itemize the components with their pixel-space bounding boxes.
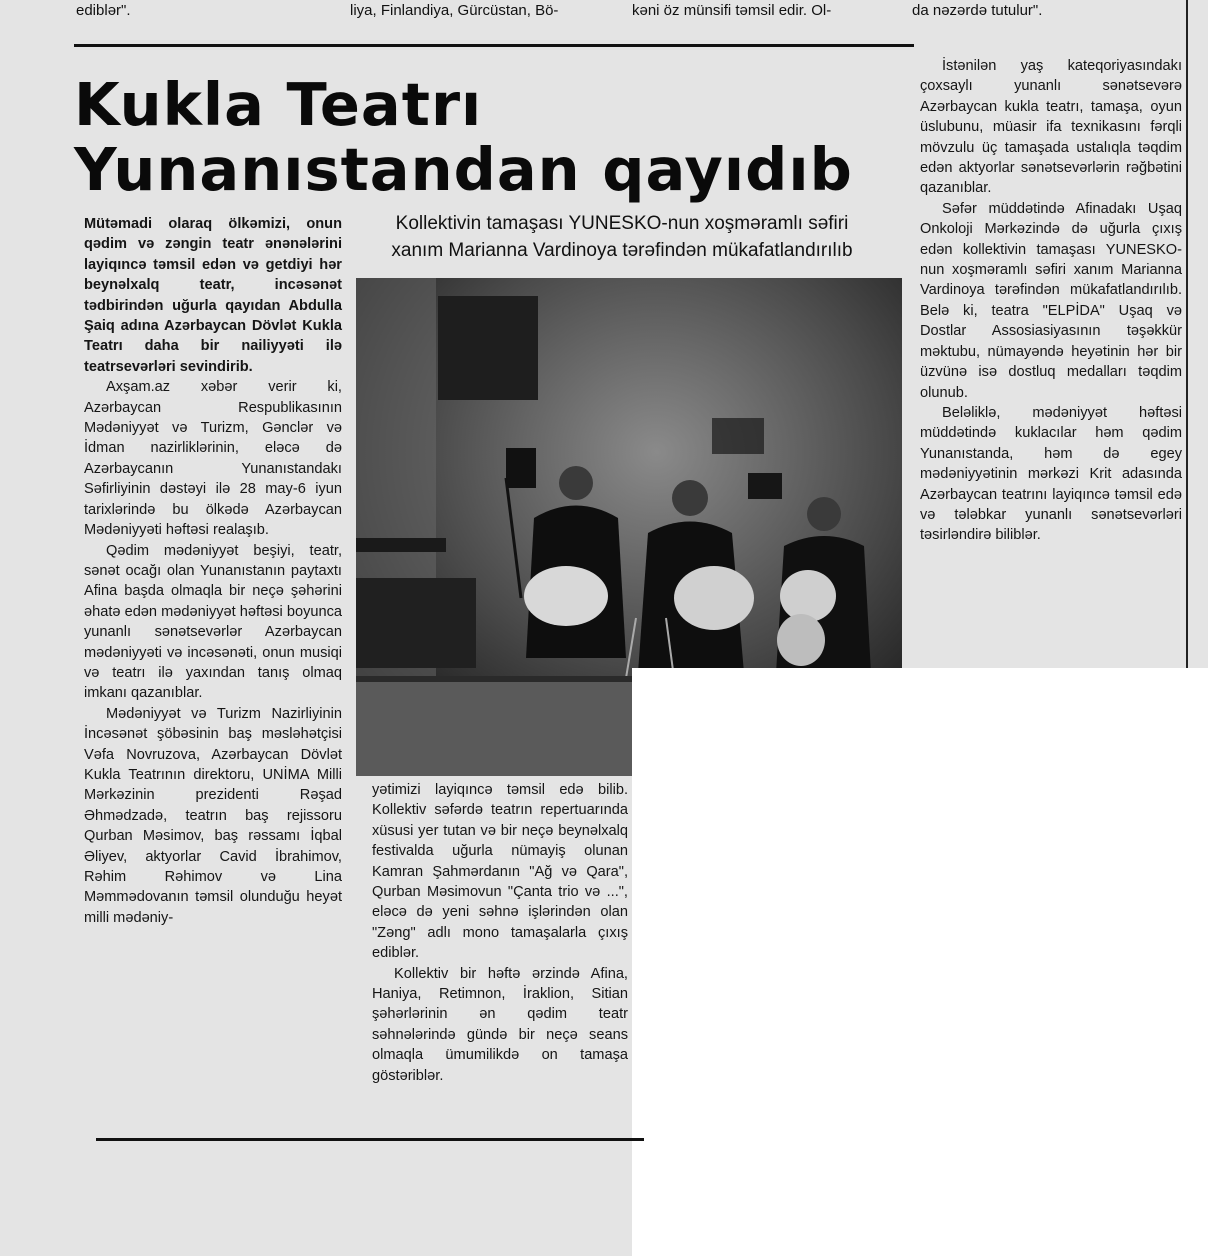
subheadline-line-1: Kollektivin tamaşası YUNESKO-nun xoşməramlı səfiri <box>395 213 849 234</box>
subheadline <box>352 210 892 264</box>
column1-paragraph-3: Mədəniyyət və Turizm Nazirliyinin İncəsənət şöbəsinin baş məsləhətçisi Vəfa Novruzova, Azərbaycan Dövlət Kukla Teatrının direktoru, UNİMA Milli Mərkəzinin prezidenti Rəşad Əhmədzadə, teatrın baş rejissoru Qurban Məsimov, baş rəssamı İqbal Əliyev, aktyorlar Cavid İbrahimov, Rəhim Rəhimov və Lina Məmmədovanın təmsil olunduğu heyət milli mədəniy- <box>84 705 342 926</box>
top-fragment-1: ediblər". <box>76 2 131 19</box>
headline-line-1: Kukla Teatrı <box>74 70 483 139</box>
column1-paragraph-1: Axşam.az xəbər verir ki, Azərbaycan Respublikasının Mədəniyyət və Turizm, Gənclər və İdman nazirliklərinin, eləcə də Azərbaycanın Yunanıstandakı Səfirliyinin dəstəyi ilə 28 may-6 iyun tarixlərində bu ölkədə Azərbaycan Mədəniyyəti həftəsi realaşıb. <box>84 379 342 539</box>
lead-paragraph: Mütəmadi olaraq ölkəmizi, onun qədim və zəngin teatr ənənələrini layiqıncə təmsil edən və getdiyi hər beynəlxalq teatr, incəsənət tədbirindən uğurla qayıdan Abdulla Şaiq adına Azərbaycan Dövlət Kukla Teatrı daha bir nailiyyəti ilə teatrsevərləri sevindirib. <box>84 216 342 375</box>
column3-paragraph-3: Beləliklə, mədəniyyət həftəsi müddətində kuklacılar həm qədim Yunanıstanda, həm də egey mədəniyyətinin mərkəzi Krit adasında Azərbaycan teatrını layiqıncə təmsil edə və tələbkar yunanlı sənətsevərləri təsirləndirə biliblər. <box>920 404 1182 544</box>
top-fragment-2: liya, Finlandiya, Gürcüstan, Bö- <box>350 2 559 19</box>
column2-paragraph-2: Kollektiv bir həftə ərzində Afina, Haniya, Retimnon, İraklion, Sitian şəhərlərinin ən qədim teatr səhnələrində gündə bir neçə seans olmaqla ümumilikdə on tamaşa göstəriblər. <box>372 965 628 1084</box>
headline <box>74 72 904 202</box>
column1-paragraph-2: Qədim mədəniyyət beşiyi, teatr, sənət ocağı olan Yunanıstanın paytaxtı Afina başda olmaqla bir neçə şəhərini əhatə edən mədəniyyət həftəsi boyunca yunanlı sənətsevərlər Azərbaycan mədəniyyəti və incəsənəti, onun musiqi və teatrı ilə yaxından tanış olmaq imkanı qazanıblar. <box>84 542 343 702</box>
top-fragment-4: da nəzərdə tutulur". <box>912 2 1043 19</box>
article-column-2 <box>372 780 628 1086</box>
column3-paragraph-1: İstənilən yaş kateqoriyasındakı çoxsaylı yunanlı sənətsevərə Azərbaycan kukla teatrı, tamaşa, oyun üslubunu, müasir ifa texnikasını fərqli mövzulu üç tamaşada ustalıqla təqdim edən aktyorlar sənətsevərlərin rəğbətini qazanıblar. <box>920 58 1182 197</box>
headline-line-2: Yunanıstandan qayıdıb <box>74 135 853 204</box>
previous-article-strip <box>0 0 1208 44</box>
right-edge-rule <box>1186 0 1188 680</box>
top-rule <box>74 44 914 47</box>
article-column-1 <box>84 214 342 928</box>
column2-paragraph-1: yətimizi layiqıncə təmsil edə bilib. Kollektiv səfərdə teatrın repertuarında xüsusi yer tutan və bir neçə beynəlxalq festivalda uğurla nümayiş olunan Kamran Şahmərdanın "Ağ və Qara", Qurban Məsimovun "Çanta trio və ...", eləcə də yeni səhnə işlərindən olan "Zəng" adlı mono tamaşalarla çıxış ediblər. <box>372 782 628 962</box>
subheadline-line-2: xanım Marianna Vardinoya tərəfindən mükafatlandırılıb <box>391 240 853 261</box>
column3-paragraph-2: Səfər müddətində Afinadakı Uşaq Onkoloji Mərkəzində də uğurla çıxış edən kollektivin tamaşası YUNESKO-nun xoşməramlı səfiri xanım Marianna Vardinoya tərəfindən mükafatlandırılıb. Belə ki, teatra "ELPİDA" Uşaq və Dostlar Assosiasiyasının təşəkkür məktubu, nümayəndə heyətinin hər bir üzvünə isə dostluq medalları təqdim olunub. <box>920 200 1182 401</box>
bottom-rule <box>96 1138 644 1141</box>
article-column-3 <box>920 56 1182 546</box>
blank-area <box>632 668 1208 1256</box>
top-fragment-3: kəni öz münsifi təmsil edir. Ol- <box>632 2 832 19</box>
